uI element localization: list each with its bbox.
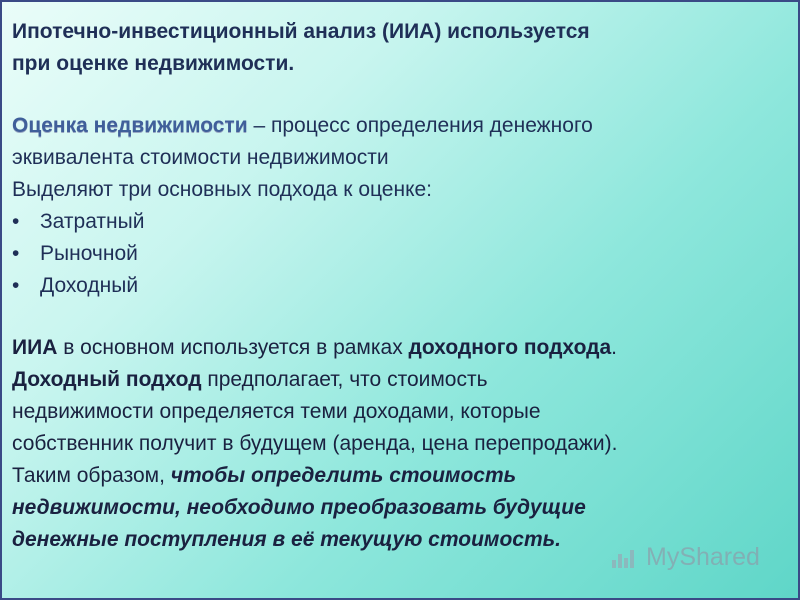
iia-line — [12, 332, 792, 364]
conclusion-line-3: денежные поступления в её текущую стоимость. — [12, 528, 561, 551]
period: . — [611, 336, 617, 359]
heading-line-2: при оценке недвижимости. — [12, 52, 295, 75]
list-item — [12, 206, 792, 238]
income-line-3: собственник получит в будущем (аренда, цена перепродажи). — [12, 432, 618, 455]
definition-text-1: – процесс определения денежного — [247, 114, 593, 137]
bullet-icon: • — [12, 242, 20, 265]
heading-line-1: Ипотечно-инвестиционный анализ (ИИА) используется — [12, 20, 590, 43]
term-iia: ИИА — [12, 336, 58, 359]
spacer — [12, 80, 792, 110]
definition-line-1 — [12, 110, 792, 142]
approach-cost: Затратный — [40, 210, 145, 233]
approach-market: Рыночной — [40, 242, 138, 265]
slide-text-block — [12, 16, 792, 556]
bar-chart-icon — [612, 548, 638, 568]
watermark-text: MyShared — [646, 543, 760, 571]
conclusion-emphasis-1: чтобы определить стоимость — [170, 464, 517, 487]
iia-text: в основном используется в рамках — [57, 336, 409, 359]
income-text-1: предполагает, что стоимость — [201, 368, 488, 391]
list-item — [12, 238, 792, 270]
bullet-icon: • — [12, 210, 20, 233]
term-estimation: Оценка недвижимости — [12, 114, 248, 137]
list-item — [12, 270, 792, 302]
conclusion-start: Таким образом, — [12, 464, 171, 487]
term-income-approach-cap: Доходный подход — [12, 368, 202, 391]
bullet-icon: • — [12, 274, 20, 297]
conclusion-line-1 — [12, 460, 792, 492]
income-line-2: недвижимости определяется теми доходами, которые — [12, 400, 541, 423]
watermark-logo — [612, 543, 760, 572]
definition-line-2: эквивалента стоимости недвижимости — [12, 146, 389, 169]
spacer — [12, 302, 792, 332]
approach-income: Доходный — [40, 274, 139, 297]
term-income-approach: доходного подхода — [408, 336, 612, 359]
approaches-intro: Выделяют три основных подхода к оценке: — [12, 178, 432, 201]
income-line-1 — [12, 364, 792, 396]
conclusion-line-2: недвижимости, необходимо преобразовать будущие — [12, 496, 586, 519]
